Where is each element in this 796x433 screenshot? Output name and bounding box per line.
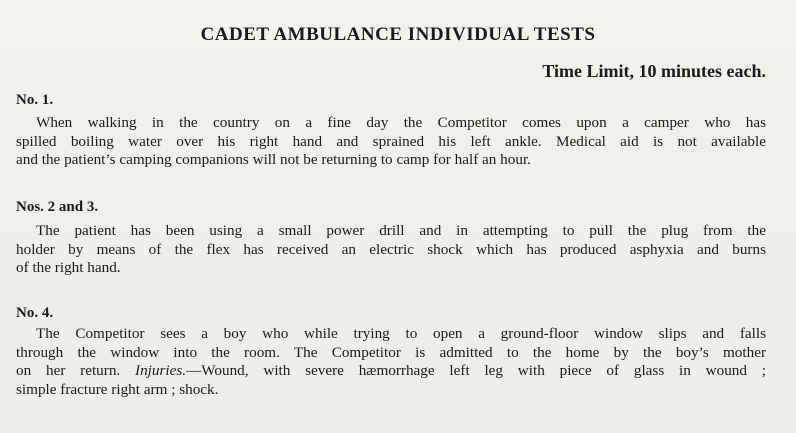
document-title: CADET AMBULANCE INDIVIDUAL TESTS: [200, 24, 596, 45]
test-heading-2-3: Nos. 2 and 3.: [16, 199, 99, 215]
test-description-2-3: [16, 222, 766, 278]
text-line: The patient has been using a small power drill and in attempting to pull the plug from the: [36, 222, 766, 239]
injuries-label: Injuries.: [135, 362, 187, 379]
text-line: and the patient’s camping companions will not be returning to camp for half an hour.: [16, 151, 531, 168]
text-line: When walking in the country on a fine day the Competitor comes upon a camper who has: [36, 114, 766, 131]
text-line: spilled boiling water over his right hand and sprained his left ankle. Medical aid is not available: [16, 132, 766, 150]
test-heading-4: No. 4.: [16, 305, 54, 321]
text-segment: on her return.: [16, 362, 121, 379]
test-description-1: [16, 114, 766, 170]
test-description-4: [16, 325, 766, 399]
test-heading-1: No. 1.: [16, 92, 54, 108]
text-line: simple fracture right arm ; shock.: [16, 380, 219, 398]
text-segment: —Wound, with severe hæmorrhage left leg with piece of glass in wound ;: [186, 362, 766, 379]
text-line: The Competitor sees a boy who while trying to open a ground-floor window slips and falls: [36, 325, 766, 342]
text-line: holder by means of the flex has received an electric shock which has produced asphyxia and burns: [16, 240, 766, 258]
time-limit: Time Limit, 10 minutes each.: [542, 61, 766, 81]
text-line: of the right hand.: [16, 259, 121, 276]
text-line: [16, 362, 766, 381]
text-line: through the window into the room. The Competitor is admitted to the home by the boy’s mother: [16, 343, 766, 361]
